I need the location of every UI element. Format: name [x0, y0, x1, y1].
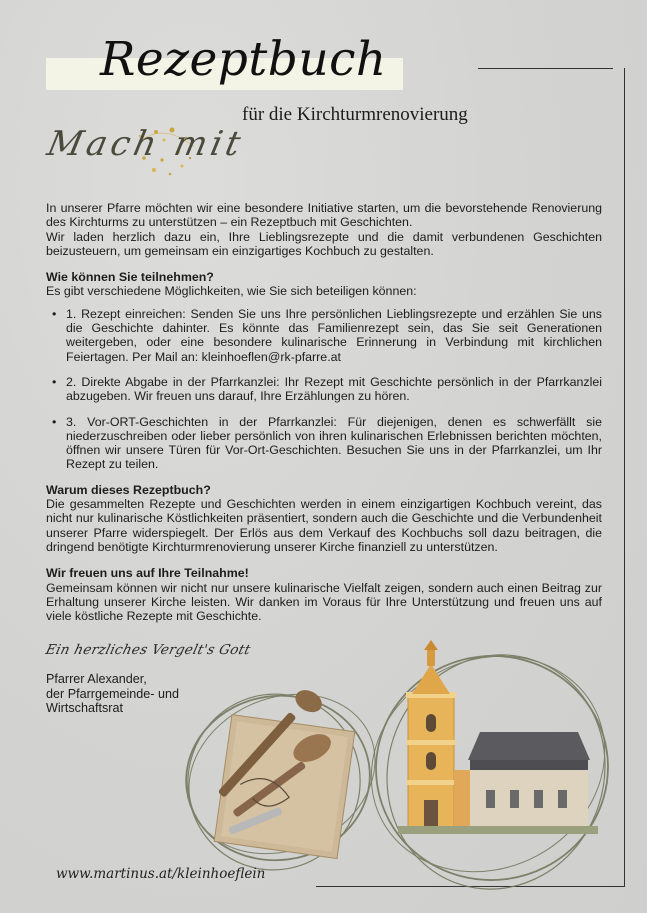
- intro-paragraph-2: Wir laden herzlich dazu ein, Ihre Lieblingsrezepte und die damit verbundenen Geschichten beizusteuern, um gemeinsam ein einzigartiges Kochbuch zu gestalten.: [46, 229, 602, 258]
- list-item-text: 1. Rezept einreichen: Senden Sie uns Ihre persönlichen Lieblingsrezepte und erzählen Sie uns die Geschichte dahinter. Es könnte das Familienrezept sein, das Sie seit Generationen weitergeben, oder eine besondere kulinarische Erinnerung in Verbindung mit kirchlichen Feiertagen. Per Mail an: kleinhoeflen@rk-pfarre.at: [66, 306, 602, 364]
- mach-mit-script: Mach mit: [43, 124, 248, 164]
- list-item-text: 2. Direkte Abgabe in der Pfarrkanzlei: Ihr Rezept mit Geschichte persönlich in der Pfarrkanzlei abzugeben. Wir freuen uns darauf, Ihre Erzählungen zu hören.: [66, 374, 602, 404]
- bullet-icon: •: [52, 374, 57, 389]
- closing-paragraph: Gemeinsam können wir nicht nur unsere kulinarische Vielfalt zeigen, sondern auch einen Beitrag zur Erhaltung unserer Kirche leisten. Wir danken im Voraus für Ihre Unterstützung und freuen uns auf viele köstliche Rezepte mit Geschichte.: [46, 580, 602, 624]
- bullet-icon: •: [52, 414, 57, 429]
- participate-list: [46, 307, 602, 472]
- main-content: [46, 201, 602, 623]
- bullet-icon: •: [52, 306, 57, 321]
- signer-line-2: der Pfarrgemeinde- und: [46, 686, 180, 701]
- page-title: Rezeptbuch: [100, 32, 387, 87]
- closing-heading: Wir freuen uns auf Ihre Teilnahme!: [46, 566, 249, 581]
- participate-lead: Es gibt verschiedene Möglichkeiten, wie Sie sich beteiligen können:: [46, 284, 417, 299]
- page-subtitle: für die Kirchturmrenovierung: [242, 104, 468, 125]
- frame-line-right: [624, 68, 625, 886]
- signer-line-3: Wirtschaftsrat: [46, 701, 123, 716]
- recipe-card-photo: [211, 676, 360, 858]
- signer-line-1: Pfarrer Alexander,: [46, 672, 147, 686]
- mach-mit-badge: [43, 112, 248, 187]
- intro-paragraph-1: In unserer Pfarre möchten wir eine besondere Initiative starten, um die bevorstehende Renovierung des Kirchturms zu unterstützen – ein Rezeptbuch mit Geschichten.: [46, 201, 602, 230]
- footer-website-link[interactable]: www.martinus.at/kleinhoeflein: [56, 866, 266, 882]
- signature-script: Ein herzliches Vergelt's Gott: [44, 642, 253, 658]
- frame-line-top: [478, 68, 613, 69]
- list-item: [52, 374, 602, 404]
- why-heading: Warum dieses Rezeptbuch?: [46, 482, 211, 497]
- list-item-text: 3. Vor-ORT-Geschichten in der Pfarrkanzlei: Für diejenigen, denen es schwerfällt sie niederzuschreiben oder lieber persönlich von ihren kulinarischen Erlebnissen berichten möchten, öffnen wir unsere Türen für Vor-Ort-Geschichten. Besuchen Sie uns in der Pfarrkanzlei, um Ihr Rezept zu teilen.: [66, 414, 602, 472]
- decorative-photo-collage: [170, 640, 620, 890]
- list-item: [52, 414, 602, 472]
- why-paragraph: Die gesammelten Rezepte und Geschichten werden in einem einzigartigen Kochbuch vereint, das nicht nur kulinarische Köstlichkeiten präsentiert, sondern auch die Geschichte und die Verbundenheit unserer Pfarre widerspiegelt. Der Erlös aus dem Verkauf des Kochbuchs soll dazu beitragen, die dringend benötigte Kirchturmrenovierung unserer Kirche finanziell zu unterstützen.: [46, 497, 602, 554]
- church-photo: [398, 640, 598, 834]
- list-item: [52, 306, 602, 364]
- participate-heading: Wie können Sie teilnehmen?: [46, 270, 214, 285]
